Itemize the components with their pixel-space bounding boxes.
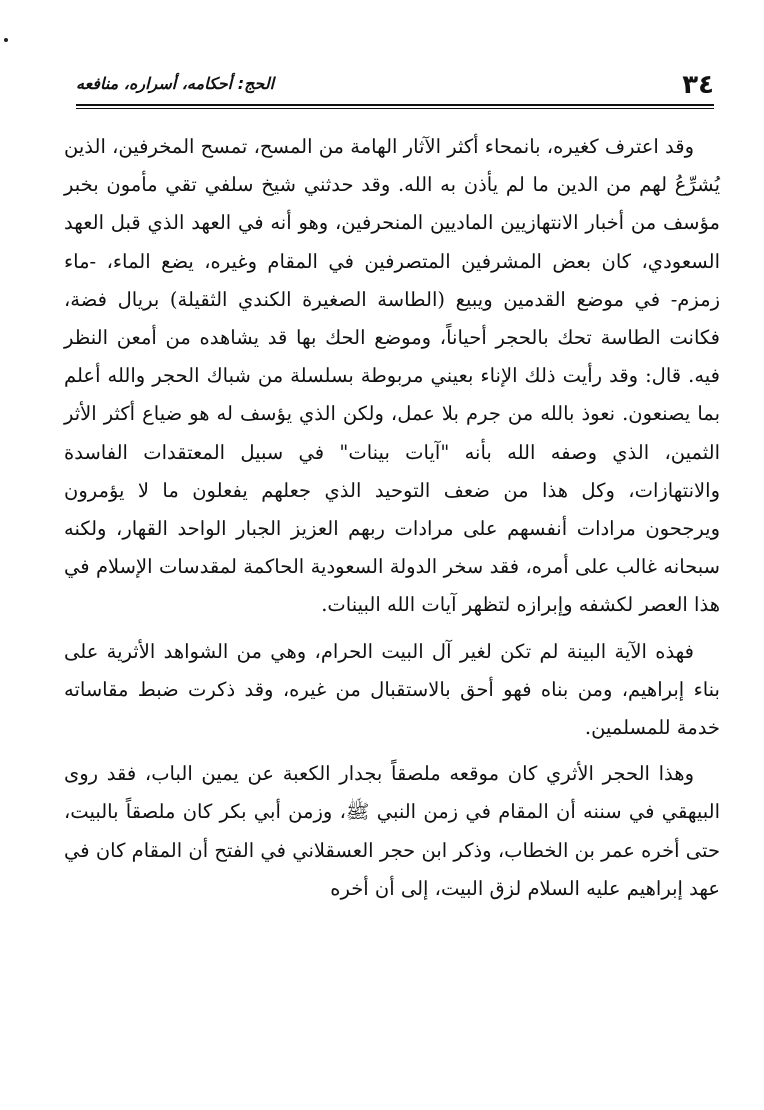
margin-speck [4, 38, 8, 42]
paragraph-1: وقد اعترف كغيره، بانمحاء أكثر الآثار الهامة من المسح، تمسح المخرفين، الذين يُشرِّعُ لهم من الدين ما لم يأذن به الله. وقد حدثني شيخ سلفي تقي مأمون بخبر مؤسف من أخبار الانتهازيين الماديين المنحرفين، وهو أنه في العهد الذي قبل العهد السعودي، كان بعض المشرفين المتصرفين في المقام وغيره، يضع الماء، -ماء زمزم- في موضع القدمين ويبيع (الطاسة الصغيرة الكندي الثقيلة) بريال فضة، فكانت الطاسة تحك بالحجر أحياناً، وموضع الحك بها قد يشاهده من أمعن النظر فيه. قال: وقد رأيت ذلك الإناء بعيني مربوطة بسلسلة من شباك الحجر والله أعلم بما يصنعون. نعوذ بالله من جرم بلا عمل، ولكن الذي يؤسف له هو ضياع أكثر الأثر الثمين، الذي وصفه الله بأنه "آيات بينات" في سبيل المعتقدات الفاسدة والانتهازات، وكل هذا من ضعف التوحيد الذي جعلهم يفعلون ما لا يؤمرون ويرجحون مرادات أنفسهم على مرادات ربهم العزيز الجبار الواحد القهار، ولكنه سبحانه غالب على أمره، فقد سخر الدولة السعودية الحاكمة لمقدسات الإسلام في هذا العصر لكشفه وإبرازه لتظهر آيات الله البينات. [64, 135, 720, 617]
header-rule [76, 104, 714, 109]
paragraph-3: وهذا الحجر الأثري كان موقعه ملصقاً بجدار الكعبة عن يمين الباب، فقد روى البيهقي في سننه أن المقام في زمن النبي ﷺ، وزمن أبي بكر كان ملصقاً بالبيت، حتى أخره عمر بن الخطاب، وذكر ابن حجر العسقلاني في الفتح أن المقام كان في عهد إبراهيم عليه السلام لزق البيت، إلى أن أخره [64, 762, 720, 900]
page-header [76, 70, 714, 104]
running-title: الحج: أحكامه، أسراره، منافعه [76, 74, 275, 93]
body-text [64, 128, 720, 908]
paragraph-2: فهذه الآية البينة لم تكن لغير آل البيت الحرام، وهي من الشواهد الأثرية على بناء إبراهيم، ومن بناه فهو أحق بالاستقبال من غيره، وقد ذكرت ضبط مقاساته خدمة للمسلمين. [64, 639, 720, 740]
page-number: ٣٤ [682, 70, 714, 100]
